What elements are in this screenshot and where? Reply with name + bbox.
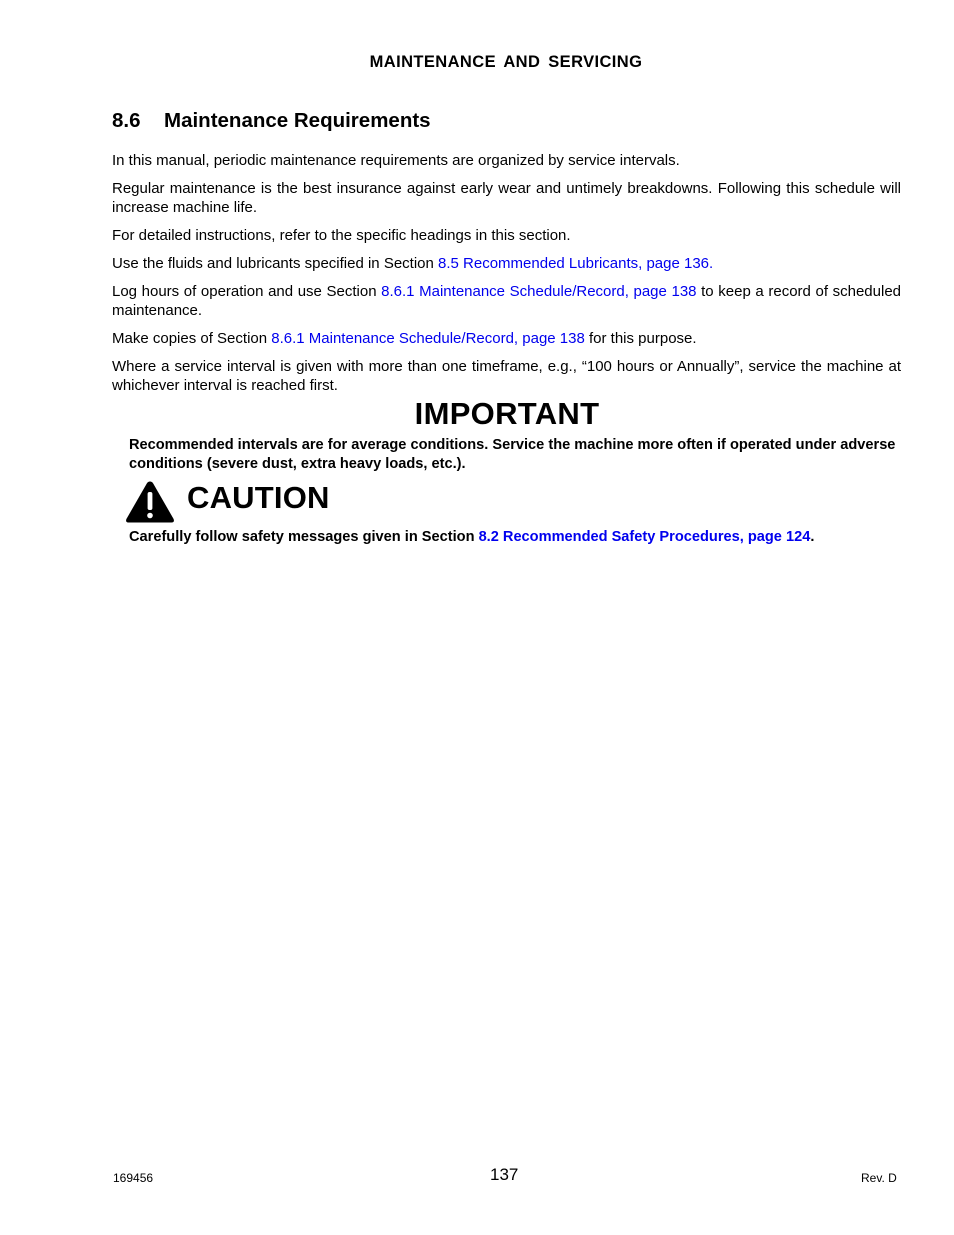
section-heading bbox=[112, 109, 431, 133]
link-safety-procedures[interactable]: 8.2 Recommended Safety Procedures, page 124 bbox=[478, 529, 811, 545]
paragraph-log-hours-text: Log hours of operation and use Section bbox=[112, 283, 382, 300]
paragraph-make-copies-text: Make copies of Section bbox=[112, 330, 272, 347]
paragraph-regular-maintenance: Regular maintenance is the best insurance against early wear and untimely breakdowns. Following this schedule will increase machine life. bbox=[112, 180, 901, 216]
document-number: 169456 bbox=[113, 1171, 154, 1185]
warning-triangle-icon bbox=[125, 480, 175, 524]
section-title: Maintenance Requirements bbox=[164, 109, 431, 132]
paragraph-detailed-instructions: For detailed instructions, refer to the specific headings in this section. bbox=[112, 227, 571, 244]
link-recommended-lubricants[interactable]: 8.5 Recommended Lubricants, page 136 bbox=[438, 255, 710, 272]
caution-title: CAUTION bbox=[187, 480, 330, 515]
paragraph-service-interval: Where a service interval is given with more than one timeframe, e.g., “100 hours or Annually”, service the machine at whichever interval is reached first. bbox=[112, 358, 901, 394]
paragraph-make-copies-tail: for this purpose. bbox=[584, 330, 697, 347]
paragraph-intro: In this manual, periodic maintenance requirements are organized by service intervals. bbox=[112, 152, 680, 169]
paragraph-fluids bbox=[112, 254, 901, 273]
running-header: MAINTENANCE AND SERVICING bbox=[369, 53, 643, 71]
revision-label: Rev. D bbox=[861, 1171, 897, 1185]
caution-text bbox=[129, 528, 901, 547]
paragraph-fluids-text: Use the fluids and lubricants specified in Section bbox=[112, 255, 439, 272]
paragraph-log-hours-tail: to keep a record of scheduled maintenance. bbox=[112, 283, 901, 319]
link-maintenance-schedule-copies[interactable]: 8.6.1 Maintenance Schedule/Record, page 138 bbox=[271, 330, 585, 347]
link-maintenance-schedule[interactable]: 8.6.1 Maintenance Schedule/Record, page 138 bbox=[381, 283, 697, 300]
section-number: 8.6 bbox=[112, 109, 141, 132]
caution-text-period: . bbox=[810, 529, 815, 545]
paragraph-make-copies bbox=[112, 329, 901, 348]
page-number: 137 bbox=[490, 1165, 519, 1184]
important-text: Recommended intervals are for average conditions. Service the machine more often if operated under adverse conditions (severe dust, extra heavy loads, etc.). bbox=[129, 437, 896, 472]
paragraph-log-hours bbox=[112, 282, 901, 320]
paragraph-fluids-period: . bbox=[709, 255, 714, 272]
caution-text-lead: Carefully follow safety messages given in Section bbox=[129, 529, 479, 545]
important-title: IMPORTANT bbox=[414, 396, 600, 431]
